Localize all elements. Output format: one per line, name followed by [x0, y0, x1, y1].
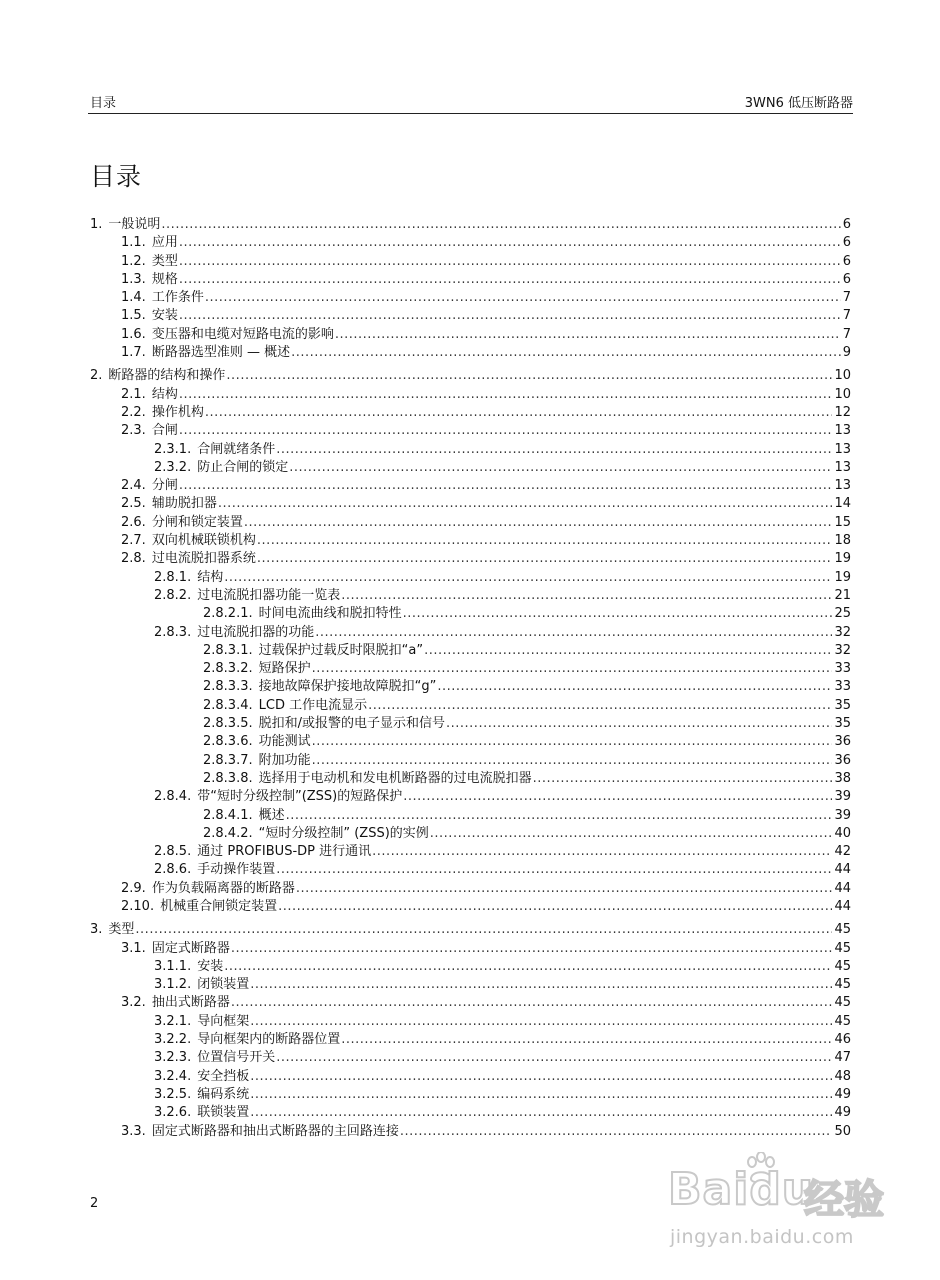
toc-dot-leader — [179, 307, 841, 325]
toc-entry[interactable] — [88, 843, 851, 861]
toc-entry-title: 结构 — [151, 386, 178, 402]
toc-entry-page: 36 — [834, 752, 851, 768]
toc-entry-page: 38 — [834, 770, 851, 786]
toc-entry-number: 3.2.1. — [154, 1013, 192, 1029]
toc-dot-leader — [224, 958, 832, 976]
toc-entry-page: 48 — [834, 1068, 851, 1084]
toc-entry-title: 过电流脱扣器系统 — [151, 551, 256, 567]
watermark-logo — [668, 1164, 814, 1215]
toc-entry-title: 闭锁装置 — [197, 977, 250, 993]
watermark-url: jingyan.baidu.com — [670, 1226, 854, 1248]
toc-entry-page: 13 — [834, 423, 851, 439]
toc-entry-number: 2.8.3.8. — [203, 770, 253, 786]
toc-dot-leader — [430, 825, 833, 843]
toc-dot-leader — [231, 940, 833, 958]
toc-entry-page: 45 — [834, 922, 851, 938]
toc-dot-leader — [291, 344, 841, 362]
toc-entry-title: 抽出式断路器 — [151, 995, 230, 1011]
toc-entry-title: 安装 — [151, 308, 178, 324]
toc-entry-number: 2.8.3. — [154, 624, 192, 640]
toc-entry-number: 2.8.3.5. — [203, 716, 253, 732]
toc-entry-title: 概述 — [258, 807, 285, 823]
toc-entry-title: 合闸就绪条件 — [197, 441, 276, 457]
toc-dot-leader — [250, 1068, 832, 1086]
toc-entry-title: 工作条件 — [151, 290, 204, 306]
toc-entry-page: 18 — [834, 533, 851, 549]
toc-dot-leader — [179, 422, 833, 440]
toc-entry-title: LCD 工作电流显示 — [258, 697, 368, 713]
toc-entry-number: 2.5. — [121, 496, 146, 512]
toc-entry[interactable] — [88, 807, 851, 825]
toc-dot-leader — [312, 733, 833, 751]
toc-entry[interactable] — [88, 459, 851, 477]
toc-entry-number: 2.8.4. — [154, 789, 192, 805]
toc-entry[interactable] — [88, 715, 851, 733]
toc-entry[interactable] — [88, 550, 851, 568]
toc-entry-page: 44 — [834, 880, 851, 896]
toc-entry-page: 21 — [834, 587, 851, 603]
toc-dot-leader — [312, 752, 833, 770]
toc-entry[interactable] — [88, 825, 851, 843]
toc-entry-number: 3.2. — [121, 995, 146, 1011]
toc-entry-page: 7 — [842, 326, 851, 342]
toc-entry[interactable] — [88, 514, 851, 532]
toc-entry[interactable] — [88, 367, 851, 385]
toc-dot-leader — [226, 367, 832, 385]
toc-dot-leader — [257, 532, 833, 550]
toc-dot-leader — [403, 605, 833, 623]
toc-entry-number: 1.7. — [121, 345, 146, 361]
toc-entry[interactable] — [88, 532, 851, 550]
toc-dot-leader — [218, 495, 833, 513]
toc-entry-number: 2.8.3.2. — [203, 661, 253, 677]
toc-entry-page: 39 — [834, 789, 851, 805]
toc-dot-leader — [161, 216, 840, 234]
toc-entry-number: 2.8.6. — [154, 862, 192, 878]
toc-entry-number: 3.1. — [121, 940, 146, 956]
toc-entry-number: 1.6. — [121, 326, 146, 342]
toc-entry-page: 49 — [834, 1086, 851, 1102]
toc-entry-title: 通过 PROFIBUS-DP 进行通讯 — [197, 844, 372, 860]
toc-entry-title: 操作机构 — [151, 404, 204, 420]
toc-entry[interactable] — [88, 569, 851, 587]
toc-dot-leader — [278, 898, 832, 916]
page-title: 目录 — [90, 162, 143, 191]
toc-entry-page: 49 — [834, 1105, 851, 1121]
toc-dot-leader — [179, 253, 841, 271]
toc-entry-page: 39 — [834, 807, 851, 823]
toc-entry-title: 固定式断路器和抽出式断路器的主回路连接 — [151, 1123, 399, 1139]
toc-entry-number: 2.4. — [121, 478, 146, 494]
toc-entry-title: 合闸 — [151, 423, 178, 439]
toc-dot-leader — [276, 441, 832, 459]
toc-dot-leader — [231, 994, 833, 1012]
toc-dot-leader — [372, 843, 832, 861]
toc-entry-number: 2.8.2. — [154, 587, 192, 603]
toc-entry-number: 2.8.3.1. — [203, 642, 253, 658]
toc-entry[interactable] — [88, 289, 851, 307]
toc-entry-number: 2.8.5. — [154, 844, 192, 860]
toc-dot-leader — [250, 1086, 832, 1104]
toc-entry[interactable] — [88, 1031, 851, 1049]
toc-dot-leader — [289, 459, 832, 477]
toc-entry-title: 导向框架 — [197, 1013, 250, 1029]
toc-entry-page: 19 — [834, 551, 851, 567]
toc-entry[interactable] — [88, 660, 851, 678]
header-divider — [88, 113, 853, 114]
table-of-contents — [88, 216, 851, 1141]
toc-entry-title: 安装 — [197, 958, 224, 974]
page-number: 2 — [90, 1196, 99, 1211]
toc-entry-page: 40 — [834, 825, 851, 841]
toc-dot-leader — [533, 770, 833, 788]
toc-entry[interactable] — [88, 326, 851, 344]
watermark-logo-bai: Bai — [668, 1164, 750, 1215]
toc-entry[interactable] — [88, 733, 851, 751]
toc-entry-page: 15 — [834, 514, 851, 530]
toc-entry[interactable] — [88, 1104, 851, 1122]
toc-dot-leader — [368, 697, 832, 715]
toc-entry-number: 2. — [90, 368, 103, 384]
toc-entry-number: 2.8.3.3. — [203, 679, 253, 695]
toc-entry-title: 安全挡板 — [197, 1068, 250, 1084]
toc-entry-page: 35 — [834, 697, 851, 713]
toc-entry[interactable] — [88, 441, 851, 459]
toc-entry-number: 2.10. — [121, 898, 155, 914]
toc-dot-leader — [315, 624, 832, 642]
toc-dot-leader — [424, 642, 832, 660]
toc-entry-title: 过载保护过载反时限脱扣“a” — [258, 642, 424, 658]
toc-entry[interactable] — [88, 770, 851, 788]
toc-entry-page: 44 — [834, 898, 851, 914]
toc-entry-page: 50 — [834, 1123, 851, 1139]
toc-entry-title: 接地故障保护接地故障脱扣“g” — [258, 679, 437, 695]
toc-entry-page: 45 — [834, 1013, 851, 1029]
toc-entry[interactable] — [88, 307, 851, 325]
toc-entry-title: 断路器的结构和操作 — [108, 368, 226, 384]
toc-entry-number: 2.8.4.2. — [203, 825, 253, 841]
toc-entry-number: 1.5. — [121, 308, 146, 324]
toc-entry-page: 6 — [842, 271, 851, 287]
toc-entry-number: 2.8.3.4. — [203, 697, 253, 713]
toc-entry-page: 45 — [834, 958, 851, 974]
toc-entry-title: 手动操作装置 — [197, 862, 276, 878]
toc-entry-title: 辅助脱扣器 — [151, 496, 217, 512]
toc-entry-number: 3. — [90, 922, 103, 938]
toc-entry-number: 3.1.2. — [154, 977, 192, 993]
toc-entry-page: 35 — [834, 716, 851, 732]
toc-entry-number: 2.8. — [121, 551, 146, 567]
toc-entry-page: 47 — [834, 1050, 851, 1066]
toc-entry-page: 46 — [834, 1032, 851, 1048]
toc-entry-page: 45 — [834, 995, 851, 1011]
toc-entry-number: 3.1.1. — [154, 958, 192, 974]
toc-entry[interactable] — [88, 495, 851, 513]
toc-entry[interactable] — [88, 386, 851, 404]
toc-entry[interactable] — [88, 1013, 851, 1031]
toc-entry-number: 2.2. — [121, 404, 146, 420]
toc-dot-leader — [135, 921, 832, 939]
toc-entry[interactable] — [88, 976, 851, 994]
toc-dot-leader — [250, 1013, 832, 1031]
toc-entry[interactable] — [88, 605, 851, 623]
toc-entry-page: 13 — [834, 441, 851, 457]
toc-entry-title: 变压器和电缆对短路电流的影响 — [151, 326, 334, 342]
toc-entry-page: 6 — [842, 253, 851, 269]
toc-entry[interactable] — [88, 1049, 851, 1067]
watermark-jingyan: 经验 — [804, 1177, 884, 1223]
toc-entry-title: 编码系统 — [197, 1086, 250, 1102]
toc-dot-leader — [250, 976, 832, 994]
toc-entry[interactable] — [88, 422, 851, 440]
header-section-title: 目录 — [90, 96, 117, 111]
toc-entry-title: 固定式断路器 — [151, 940, 230, 956]
toc-entry[interactable] — [88, 697, 851, 715]
toc-entry-number: 2.8.3.7. — [203, 752, 253, 768]
toc-dot-leader — [400, 1123, 833, 1141]
toc-dot-leader — [286, 807, 833, 825]
toc-dot-leader — [312, 660, 833, 678]
toc-entry[interactable] — [88, 880, 851, 898]
toc-entry-number: 1.4. — [121, 290, 146, 306]
toc-entry-page: 12 — [834, 404, 851, 420]
toc-entry[interactable] — [88, 253, 851, 271]
toc-entry-page: 45 — [834, 977, 851, 993]
toc-entry-number: 2.3.2. — [154, 459, 192, 475]
toc-entry-title: 过电流脱扣器的功能 — [197, 624, 315, 640]
toc-dot-leader — [335, 326, 841, 344]
toc-entry-page: 13 — [834, 478, 851, 494]
toc-dot-leader — [257, 550, 833, 568]
toc-entry[interactable] — [88, 587, 851, 605]
toc-entry[interactable] — [88, 271, 851, 289]
toc-entry-number: 2.6. — [121, 514, 146, 530]
toc-dot-leader — [205, 289, 841, 307]
toc-entry[interactable] — [88, 477, 851, 495]
toc-entry[interactable] — [88, 921, 851, 939]
toc-entry-number: 3.2.2. — [154, 1032, 192, 1048]
toc-entry-number: 2.8.3.6. — [203, 734, 253, 750]
toc-dot-leader — [244, 514, 833, 532]
toc-entry[interactable] — [88, 678, 851, 696]
toc-dot-leader — [437, 678, 832, 696]
toc-dot-leader — [341, 587, 832, 605]
toc-entry-title: 作为负载隔离器的断路器 — [151, 880, 295, 896]
toc-dot-leader — [205, 404, 833, 422]
toc-entry-page: 42 — [834, 844, 851, 860]
toc-entry[interactable] — [88, 861, 851, 879]
toc-dot-leader — [403, 788, 832, 806]
toc-entry[interactable] — [88, 940, 851, 958]
toc-dot-leader — [224, 569, 832, 587]
toc-entry-page: 7 — [842, 290, 851, 306]
toc-entry-title: 功能测试 — [258, 734, 311, 750]
toc-entry-title: 机械重合闸锁定装置 — [160, 898, 278, 914]
baidu-jingyan-watermark — [668, 1158, 898, 1268]
toc-entry-number: 2.8.1. — [154, 569, 192, 585]
toc-entry-number: 2.1. — [121, 386, 146, 402]
toc-entry-title: 类型 — [108, 922, 135, 938]
toc-entry[interactable] — [88, 994, 851, 1012]
toc-entry-title: 选择用于电动机和发电机断路器的过电流脱扣器 — [258, 770, 532, 786]
toc-entry-title: 短路保护 — [258, 661, 311, 677]
toc-entry-title: 一般说明 — [108, 217, 161, 232]
toc-entry-page: 10 — [834, 368, 851, 384]
toc-entry-page: 45 — [834, 940, 851, 956]
toc-entry-number: 3.2.6. — [154, 1105, 192, 1121]
toc-entry[interactable] — [88, 624, 851, 642]
toc-entry-title: 规格 — [151, 271, 178, 287]
toc-entry-page: 25 — [834, 606, 851, 622]
toc-entry-title: 类型 — [151, 253, 178, 269]
toc-dot-leader — [446, 715, 832, 733]
toc-entry-title: 双向机械联锁机构 — [151, 533, 256, 549]
toc-entry-page: 6 — [842, 235, 851, 251]
toc-entry-number: 2.3.1. — [154, 441, 192, 457]
toc-dot-leader — [276, 861, 832, 879]
toc-entry-page: 36 — [834, 734, 851, 750]
toc-entry-number: 3.2.3. — [154, 1050, 192, 1066]
toc-entry-number: 1.3. — [121, 271, 146, 287]
toc-entry-page: 32 — [834, 642, 851, 658]
toc-entry-number: 2.7. — [121, 533, 146, 549]
toc-entry-page: 13 — [834, 459, 851, 475]
toc-entry-title: 断路器选型准则 — 概述 — [151, 345, 291, 361]
toc-entry[interactable] — [88, 234, 851, 252]
toc-entry-number: 1.1. — [121, 235, 146, 251]
toc-entry-title: 过电流脱扣器功能一览表 — [197, 587, 341, 603]
toc-entry[interactable] — [88, 788, 851, 806]
toc-entry-title: 分闸和锁定装置 — [151, 514, 243, 530]
toc-entry-number: 1. — [90, 217, 103, 232]
toc-entry[interactable] — [88, 1086, 851, 1104]
toc-entry-number: 3.3. — [121, 1123, 146, 1139]
toc-dot-leader — [179, 271, 841, 289]
toc-entry-number: 2.3. — [121, 423, 146, 439]
header-document-title: 3WN6 低压断路器 — [744, 96, 853, 111]
toc-entry-page: 19 — [834, 569, 851, 585]
toc-entry-title: 分闸 — [151, 478, 178, 494]
watermark-logo-du: du — [749, 1164, 815, 1215]
toc-entry-page: 10 — [834, 386, 851, 402]
toc-entry-page: 7 — [842, 308, 851, 324]
toc-entry[interactable] — [88, 642, 851, 660]
toc-entry[interactable] — [88, 958, 851, 976]
toc-entry-number: 3.2.5. — [154, 1086, 192, 1102]
toc-entry-title: “短时分级控制” (ZSS)的实例 — [258, 825, 429, 841]
toc-entry[interactable] — [88, 1123, 851, 1141]
toc-dot-leader — [179, 234, 841, 252]
toc-entry-page: 9 — [842, 345, 851, 361]
toc-entry-number: 3.2.4. — [154, 1068, 192, 1084]
toc-entry-page: 33 — [834, 661, 851, 677]
toc-entry[interactable] — [88, 216, 851, 234]
toc-entry-title: 位置信号开关 — [197, 1050, 276, 1066]
toc-entry[interactable] — [88, 344, 851, 362]
toc-entry-page: 33 — [834, 679, 851, 695]
toc-entry-page: 32 — [834, 624, 851, 640]
toc-entry[interactable] — [88, 752, 851, 770]
toc-dot-leader — [341, 1031, 832, 1049]
toc-entry-page: 14 — [834, 496, 851, 512]
toc-dot-leader — [276, 1049, 832, 1067]
toc-entry-number: 2.9. — [121, 880, 146, 896]
toc-entry-number: 2.8.2.1. — [203, 606, 253, 622]
toc-entry-title: 联锁装置 — [197, 1105, 250, 1121]
toc-entry-title: 时间电流曲线和脱扣特性 — [258, 606, 402, 622]
toc-dot-leader — [250, 1104, 832, 1122]
toc-entry-title: 防止合闸的锁定 — [197, 459, 289, 475]
toc-dot-leader — [296, 880, 833, 898]
toc-entry[interactable] — [88, 1068, 851, 1086]
page-header — [88, 92, 853, 112]
toc-dot-leader — [179, 477, 833, 495]
toc-entry-title: 脱扣和/或报警的电子显示和信号 — [258, 716, 446, 732]
toc-dot-leader — [179, 386, 833, 404]
toc-entry-title: 附加功能 — [258, 752, 311, 768]
toc-entry-page: 44 — [834, 862, 851, 878]
toc-entry-title: 导向框架内的断路器位置 — [197, 1032, 341, 1048]
toc-entry-number: 1.2. — [121, 253, 146, 269]
toc-entry-number: 2.8.4.1. — [203, 807, 253, 823]
toc-entry[interactable] — [88, 898, 851, 916]
toc-entry-page: 6 — [842, 217, 851, 232]
toc-entry-title: 应用 — [151, 235, 178, 251]
toc-entry-title: 结构 — [197, 569, 224, 585]
toc-entry-title: 带“短时分级控制”(ZSS)的短路保护 — [197, 789, 403, 805]
toc-entry[interactable] — [88, 404, 851, 422]
